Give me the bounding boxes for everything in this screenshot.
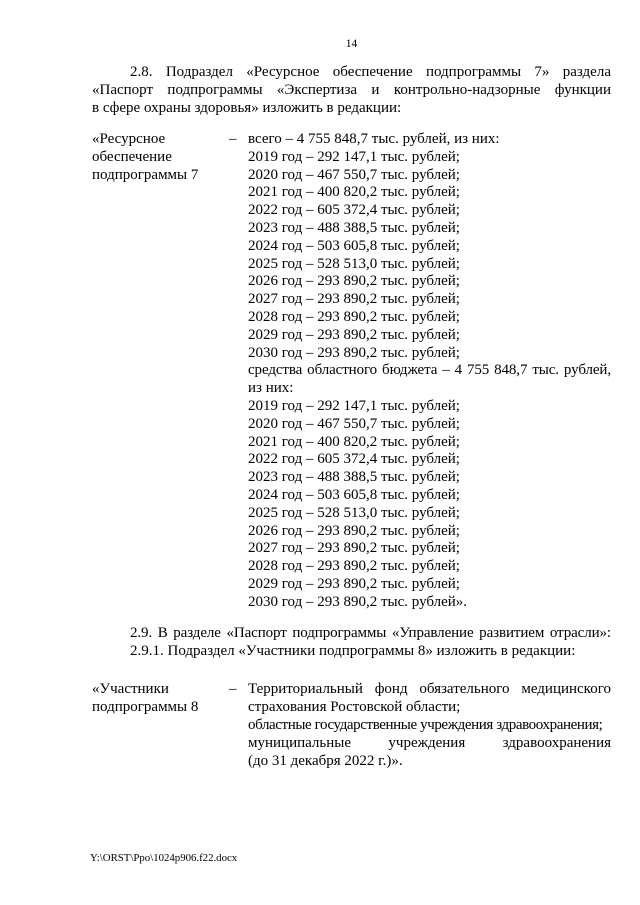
regional-year-line: 2027 год – 293 890,2 тыс. рублей;: [248, 540, 460, 557]
participants-line: Территориальный фонд обязательного медицинского: [248, 681, 611, 697]
resources-value: [248, 131, 611, 612]
paragraph-line: 2.8. Подраздел «Ресурсное обеспечение подпрограммы 7» раздела: [130, 64, 611, 80]
funding-year-line: 2029 год – 293 890,2 тыс. рублей;: [248, 326, 460, 343]
funding-year-line: 2025 год – 528 513,0 тыс. рублей;: [248, 255, 460, 272]
funding-total-line: всего – 4 755 848,7 тыс. рублей, из них:: [248, 131, 500, 147]
regional-year-line: 2020 год – 467 550,7 тыс. рублей;: [248, 415, 460, 432]
participants-line: областные государственные учреждения здравоохранения;: [248, 717, 603, 733]
funding-year-line: 2024 год – 503 605,8 тыс. рублей;: [248, 237, 460, 254]
funding-year-line: 2028 год – 293 890,2 тыс. рублей;: [248, 308, 460, 325]
regional-year-line: 2022 год – 605 372,4 тыс. рублей;: [248, 451, 460, 468]
funding-year-line: 2023 год – 488 388,5 тыс. рублей;: [248, 219, 460, 236]
paragraph-line: 2.9.1. Подраздел «Участники подпрограммы 8» изложить в редакции:: [130, 643, 576, 659]
funding-year-line: 2019 год – 292 147,1 тыс. рублей;: [248, 148, 460, 165]
label-line: подпрограммы 7: [92, 166, 199, 183]
label-line: подпрограммы 8: [92, 699, 199, 715]
regional-year-line: 2029 год – 293 890,2 тыс. рублей;: [248, 575, 460, 592]
regional-year-line: 2025 год – 528 513,0 тыс. рублей;: [248, 504, 460, 521]
paragraph-line: «Паспорт подпрограммы «Экспертиза и контрольно-надзорные функции: [92, 81, 611, 98]
regional-year-line: 2024 год – 503 605,8 тыс. рублей;: [248, 486, 460, 503]
paragraph-2-9-1: [92, 643, 611, 661]
regional-year-line: 2019 год – 292 147,1 тыс. рублей;: [248, 397, 460, 414]
funding-year-line: 2026 год – 293 890,2 тыс. рублей;: [248, 273, 460, 290]
participants-line: муниципальные учреждения здравоохранения: [248, 735, 611, 751]
regional-year-line: 2026 год – 293 890,2 тыс. рублей;: [248, 522, 460, 539]
regional-year-line: 2021 год – 400 820,2 тыс. рублей;: [248, 433, 460, 450]
paragraph-line: в сфере охраны здоровья» изложить в редакции:: [92, 99, 402, 116]
funding-year-line: 2027 год – 293 890,2 тыс. рублей;: [248, 291, 460, 308]
participants-line: (до 31 декабря 2022 г.)».: [248, 753, 403, 769]
funding-year-line: 2021 год – 400 820,2 тыс. рублей;: [248, 184, 460, 201]
regional-year-line: 2028 год – 293 890,2 тыс. рублей;: [248, 558, 460, 575]
participants-value: [248, 680, 611, 770]
funding-year-line: 2022 год – 605 372,4 тыс. рублей;: [248, 202, 460, 219]
funding-year-line: 2020 год – 467 550,7 тыс. рублей;: [248, 166, 460, 183]
regional-budget-line: из них:: [248, 380, 294, 397]
label-line: «Участники: [92, 681, 169, 697]
regional-budget-line: средства областного бюджета – 4 755 848,7 тыс. рублей,: [248, 362, 611, 379]
footer-file-path: Y:\ORST\Ppo\1024p906.f22.docx: [90, 852, 238, 864]
paragraph-2-9: [92, 625, 611, 643]
paragraph-2-8: [92, 64, 611, 117]
participants-label: [92, 680, 227, 716]
page-number: 14: [345, 38, 358, 50]
funding-year-line: 2030 год – 293 890,2 тыс. рублей;: [248, 344, 460, 361]
regional-year-line: 2030 год – 293 890,2 тыс. рублей».: [248, 593, 468, 610]
resources-table: [92, 131, 611, 612]
resources-label: [92, 131, 227, 184]
label-line: обеспечение: [92, 148, 172, 165]
participants-table: [92, 680, 611, 772]
regional-year-line: 2023 год – 488 388,5 тыс. рублей;: [248, 469, 460, 486]
label-line: «Ресурсное: [92, 131, 166, 147]
dash-separator: –: [229, 681, 237, 697]
dash-separator: –: [229, 131, 237, 147]
participants-line: страхования Ростовской области;: [248, 699, 461, 715]
paragraph-line: 2.9. В разделе «Паспорт подпрограммы «Управление развитием отрасли»:: [130, 625, 611, 641]
